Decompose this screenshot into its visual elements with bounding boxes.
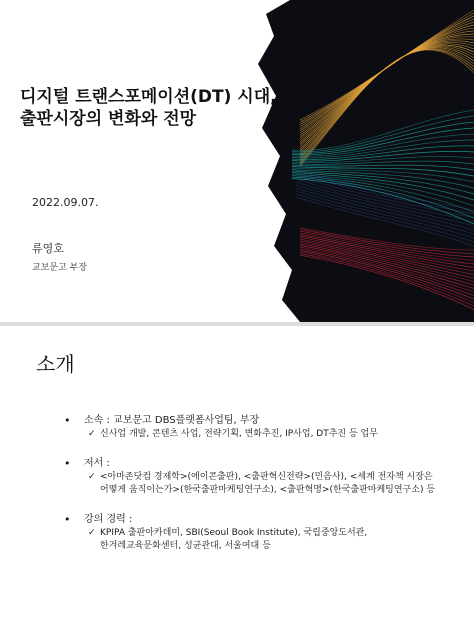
- intro-item-lectures: [64, 513, 464, 553]
- bullet-icon: •: [64, 414, 71, 427]
- item-label: 소속 : 교보문고 DBS플랫폼사업팀, 부장: [84, 415, 260, 426]
- sub-item: [88, 428, 464, 441]
- checkmark-icon: ✓: [88, 429, 96, 439]
- author-name: 류영호: [32, 242, 64, 255]
- sub-item-text: 신사업 개발, 콘텐츠 사업, 전략기획, 변화추진, IP사업, DT추진 등 업무: [100, 429, 378, 439]
- sub-item-text: 한겨레교육문화센터, 성균관대, 서울여대 등: [100, 541, 271, 551]
- intro-item-books: [64, 457, 464, 497]
- author-role: 교보문고 부장: [32, 263, 88, 273]
- intro-slide: [0, 326, 474, 632]
- sub-item-text: 어떻게 움직이는가>(한국출판마케팅연구소), <출판혁명>(한국출판마케팅연구소) 등: [100, 485, 436, 495]
- presentation-title: [20, 86, 280, 130]
- checkmark-icon: ✓: [88, 528, 96, 538]
- sub-item-text: <아마존닷컴 경제학>(에이콘출판), <출판혁신전략>(민음사), <세계 전자책 시장은: [100, 472, 433, 482]
- presentation-date: 2022.09.07.: [32, 196, 99, 209]
- sub-item: [88, 471, 464, 497]
- intro-title: 소개: [36, 352, 75, 376]
- title-line-2: 출판시장의 변화와 전망: [20, 109, 197, 129]
- item-label: 저서 :: [84, 458, 110, 469]
- intro-list: [64, 414, 464, 569]
- bullet-icon: •: [64, 457, 71, 470]
- sub-item: [88, 527, 464, 553]
- intro-item-affiliation: [64, 414, 464, 441]
- title-line-1: 디지털 트랜스포메이션(DT) 시대,: [20, 87, 277, 107]
- sub-item-text: KPIPA 출판아카데미, SBI(Seoul Book Institute), 국립중앙도서관,: [100, 528, 368, 538]
- item-label: 강의 경력 :: [84, 514, 133, 525]
- bullet-icon: •: [64, 513, 71, 526]
- checkmark-icon: ✓: [88, 472, 96, 482]
